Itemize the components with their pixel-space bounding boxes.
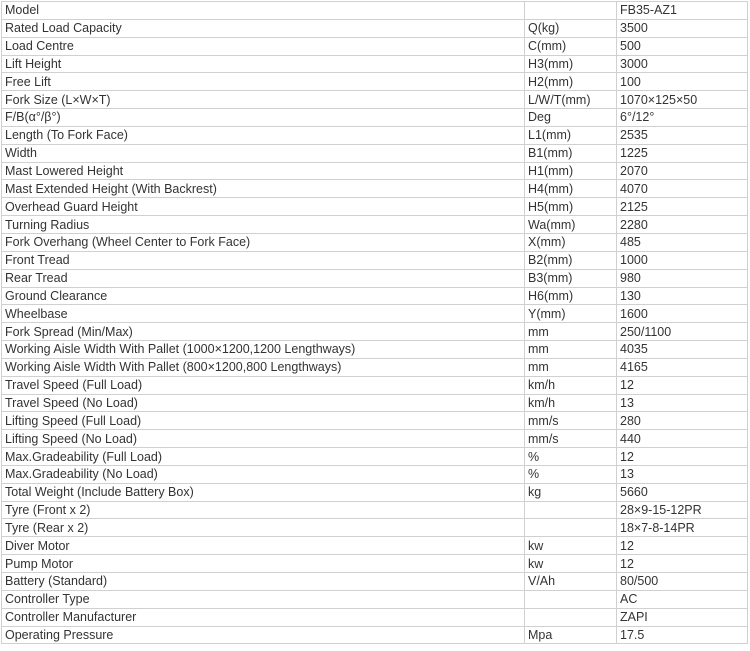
table-row: [2, 376, 748, 394]
unit-cell: Mpa: [525, 626, 617, 644]
unit-cell: [525, 608, 617, 626]
table-row: [2, 19, 748, 37]
unit-cell: Y(mm): [525, 305, 617, 323]
value-cell: 3000: [617, 55, 748, 73]
value-cell: 280: [617, 412, 748, 430]
table-row: [2, 537, 748, 555]
unit-cell: %: [525, 465, 617, 483]
table-row: [2, 483, 748, 501]
table-row: [2, 180, 748, 198]
table-row: [2, 2, 748, 20]
value-cell: 100: [617, 73, 748, 91]
unit-cell: mm/s: [525, 430, 617, 448]
unit-cell: B3(mm): [525, 269, 617, 287]
value-cell: 130: [617, 287, 748, 305]
unit-cell: [525, 2, 617, 20]
value-cell: 500: [617, 37, 748, 55]
table-row: [2, 358, 748, 376]
unit-cell: B1(mm): [525, 144, 617, 162]
parameter-cell: Turning Radius: [2, 216, 525, 234]
parameter-cell: Operating Pressure: [2, 626, 525, 644]
table-row: [2, 519, 748, 537]
table-row: [2, 198, 748, 216]
unit-cell: kg: [525, 483, 617, 501]
value-cell: 980: [617, 269, 748, 287]
table-row: [2, 430, 748, 448]
parameter-cell: Width: [2, 144, 525, 162]
value-cell: AC: [617, 590, 748, 608]
parameter-cell: Diver Motor: [2, 537, 525, 555]
parameter-cell: Controller Type: [2, 590, 525, 608]
table-row: [2, 305, 748, 323]
unit-cell: H6(mm): [525, 287, 617, 305]
unit-cell: kw: [525, 537, 617, 555]
table-row: [2, 465, 748, 483]
parameter-cell: Tyre (Rear x 2): [2, 519, 525, 537]
parameter-cell: Tyre (Front x 2): [2, 501, 525, 519]
value-cell: 13: [617, 465, 748, 483]
value-cell: 12: [617, 448, 748, 466]
unit-cell: L/W/T(mm): [525, 91, 617, 109]
unit-cell: km/h: [525, 394, 617, 412]
parameter-cell: Fork Overhang (Wheel Center to Fork Face): [2, 233, 525, 251]
value-cell: 3500: [617, 19, 748, 37]
unit-cell: mm: [525, 341, 617, 359]
value-cell: ZAPI: [617, 608, 748, 626]
parameter-cell: Lifting Speed (Full Load): [2, 412, 525, 430]
parameter-cell: Ground Clearance: [2, 287, 525, 305]
table-row: [2, 233, 748, 251]
table-row: [2, 287, 748, 305]
parameter-cell: Battery (Standard): [2, 573, 525, 591]
table-row: [2, 501, 748, 519]
value-cell: 485: [617, 233, 748, 251]
parameter-cell: Max.Gradeability (Full Load): [2, 448, 525, 466]
table-row: [2, 573, 748, 591]
unit-cell: mm: [525, 323, 617, 341]
value-cell: 1070×125×50: [617, 91, 748, 109]
parameter-cell: Total Weight (Include Battery Box): [2, 483, 525, 501]
unit-cell: mm/s: [525, 412, 617, 430]
value-cell: 12: [617, 537, 748, 555]
parameter-cell: Mast Extended Height (With Backrest): [2, 180, 525, 198]
unit-cell: L1(mm): [525, 126, 617, 144]
table-row: [2, 555, 748, 573]
unit-cell: Deg: [525, 109, 617, 127]
parameter-cell: Mast Lowered Height: [2, 162, 525, 180]
table-row: [2, 73, 748, 91]
table-row: [2, 91, 748, 109]
parameter-cell: Overhead Guard Height: [2, 198, 525, 216]
unit-cell: H5(mm): [525, 198, 617, 216]
parameter-cell: Wheelbase: [2, 305, 525, 323]
parameter-cell: Lifting Speed (No Load): [2, 430, 525, 448]
table-row: [2, 162, 748, 180]
unit-cell: kw: [525, 555, 617, 573]
parameter-cell: Fork Spread (Min/Max): [2, 323, 525, 341]
parameter-cell: Rear Tread: [2, 269, 525, 287]
value-cell: 28×9-15-12PR: [617, 501, 748, 519]
value-cell: 17.5: [617, 626, 748, 644]
unit-cell: %: [525, 448, 617, 466]
value-cell: 1000: [617, 251, 748, 269]
specification-table-body: [2, 2, 748, 644]
unit-cell: [525, 519, 617, 537]
value-cell: 12: [617, 376, 748, 394]
value-cell: 4035: [617, 341, 748, 359]
unit-cell: B2(mm): [525, 251, 617, 269]
table-row: [2, 109, 748, 127]
unit-cell: X(mm): [525, 233, 617, 251]
value-cell: 2070: [617, 162, 748, 180]
parameter-cell: Free Lift: [2, 73, 525, 91]
value-cell: 80/500: [617, 573, 748, 591]
unit-cell: mm: [525, 358, 617, 376]
value-cell: 4070: [617, 180, 748, 198]
parameter-cell: Working Aisle Width With Pallet (800×1200,800 Lengthways): [2, 358, 525, 376]
table-row: [2, 341, 748, 359]
value-cell: 250/1100: [617, 323, 748, 341]
parameter-cell: Travel Speed (No Load): [2, 394, 525, 412]
specification-table: [1, 1, 748, 644]
table-row: [2, 412, 748, 430]
value-cell: 4165: [617, 358, 748, 376]
table-row: [2, 251, 748, 269]
value-cell: 6°/12°: [617, 109, 748, 127]
parameter-cell: Pump Motor: [2, 555, 525, 573]
parameter-cell: Front Tread: [2, 251, 525, 269]
table-row: [2, 269, 748, 287]
table-row: [2, 144, 748, 162]
parameter-cell: Max.Gradeability (No Load): [2, 465, 525, 483]
table-row: [2, 608, 748, 626]
unit-cell: V/Ah: [525, 573, 617, 591]
table-row: [2, 126, 748, 144]
unit-cell: H2(mm): [525, 73, 617, 91]
value-cell: 5660: [617, 483, 748, 501]
parameter-cell: Lift Height: [2, 55, 525, 73]
unit-cell: H4(mm): [525, 180, 617, 198]
parameter-cell: Length (To Fork Face): [2, 126, 525, 144]
table-row: [2, 590, 748, 608]
unit-cell: Q(kg): [525, 19, 617, 37]
unit-cell: H1(mm): [525, 162, 617, 180]
unit-cell: H3(mm): [525, 55, 617, 73]
value-cell: 1600: [617, 305, 748, 323]
value-cell: 1225: [617, 144, 748, 162]
table-row: [2, 55, 748, 73]
value-cell: 13: [617, 394, 748, 412]
value-cell: 2535: [617, 126, 748, 144]
parameter-cell: Controller Manufacturer: [2, 608, 525, 626]
table-row: [2, 323, 748, 341]
unit-cell: Wa(mm): [525, 216, 617, 234]
parameter-cell: Rated Load Capacity: [2, 19, 525, 37]
unit-cell: [525, 590, 617, 608]
value-cell: 440: [617, 430, 748, 448]
table-row: [2, 216, 748, 234]
value-cell: FB35-AZ1: [617, 2, 748, 20]
value-cell: 12: [617, 555, 748, 573]
table-row: [2, 37, 748, 55]
value-cell: 2125: [617, 198, 748, 216]
table-row: [2, 394, 748, 412]
value-cell: 18×7-8-14PR: [617, 519, 748, 537]
parameter-cell: Travel Speed (Full Load): [2, 376, 525, 394]
table-row: [2, 626, 748, 644]
unit-cell: km/h: [525, 376, 617, 394]
parameter-cell: Load Centre: [2, 37, 525, 55]
unit-cell: C(mm): [525, 37, 617, 55]
parameter-cell: F/B(α°/β°): [2, 109, 525, 127]
parameter-cell: Fork Size (L×W×T): [2, 91, 525, 109]
table-row: [2, 448, 748, 466]
parameter-cell: Model: [2, 2, 525, 20]
parameter-cell: Working Aisle Width With Pallet (1000×1200,1200 Lengthways): [2, 341, 525, 359]
unit-cell: [525, 501, 617, 519]
value-cell: 2280: [617, 216, 748, 234]
